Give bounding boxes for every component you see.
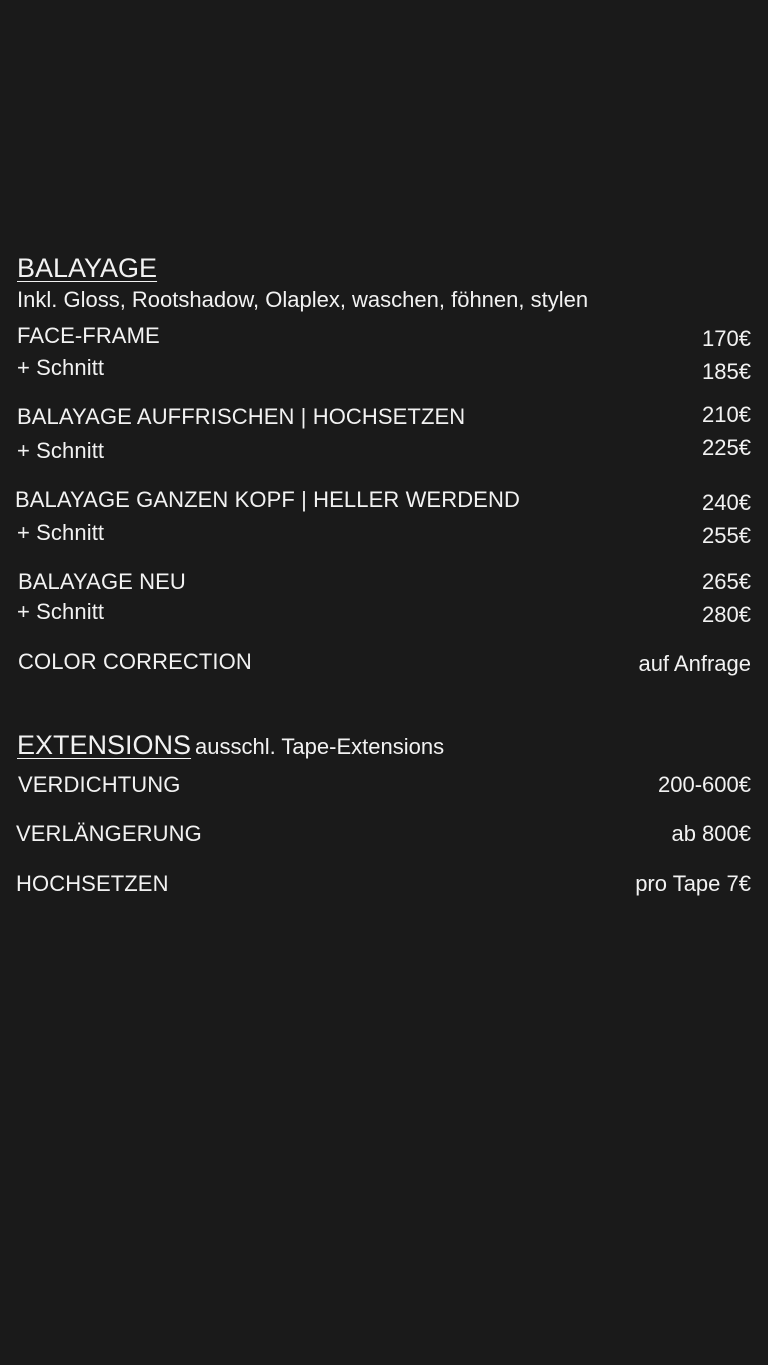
service-name-full-head-cut: + Schnitt <box>17 520 105 545</box>
service-name-color-correction: COLOR CORRECTION <box>18 649 252 674</box>
service-name-verdichtung: VERDICHTUNG <box>18 772 181 797</box>
balayage-subtitle: Inkl. Gloss, Rootshadow, Olaplex, waschen, föhnen, stylen <box>17 287 589 312</box>
service-name-new-cut: + Schnitt <box>17 599 105 624</box>
service-price-verlaengerung: ab 800€ <box>671 821 751 846</box>
service-name-verlaengerung: VERLÄNGERUNG <box>16 821 202 846</box>
service-price-hochsetzen: pro Tape 7€ <box>635 871 751 896</box>
service-price-color-correction: auf Anfrage <box>638 651 751 676</box>
balayage-heading: BALAYAGE <box>17 253 158 283</box>
service-price-full-head-cut: 255€ <box>702 523 751 548</box>
service-price-refresh: 210€ <box>702 402 751 427</box>
service-price-new-cut: 280€ <box>702 602 751 627</box>
service-price-full-head: 240€ <box>702 490 751 515</box>
service-price-new: 265€ <box>702 569 751 594</box>
service-name-refresh-cut: + Schnitt <box>17 438 105 463</box>
service-name-full-head: BALAYAGE GANZEN KOPF | HELLER WERDEND <box>15 487 520 512</box>
service-name-face-frame-cut: + Schnitt <box>17 355 105 380</box>
service-price-face-frame: 170€ <box>702 326 751 351</box>
service-name-hochsetzen: HOCHSETZEN <box>16 871 169 896</box>
service-price-refresh-cut: 225€ <box>702 435 751 460</box>
service-price-face-frame-cut: 185€ <box>702 359 751 384</box>
service-price-verdichtung: 200-600€ <box>658 772 751 797</box>
extensions-note: ausschl. Tape-Extensions <box>195 734 445 759</box>
extensions-heading: EXTENSIONS <box>17 730 192 760</box>
service-name-face-frame: FACE-FRAME <box>17 323 160 348</box>
service-name-new: BALAYAGE NEU <box>18 569 186 594</box>
service-name-refresh: BALAYAGE AUFFRISCHEN | HOCHSETZEN <box>17 404 466 429</box>
